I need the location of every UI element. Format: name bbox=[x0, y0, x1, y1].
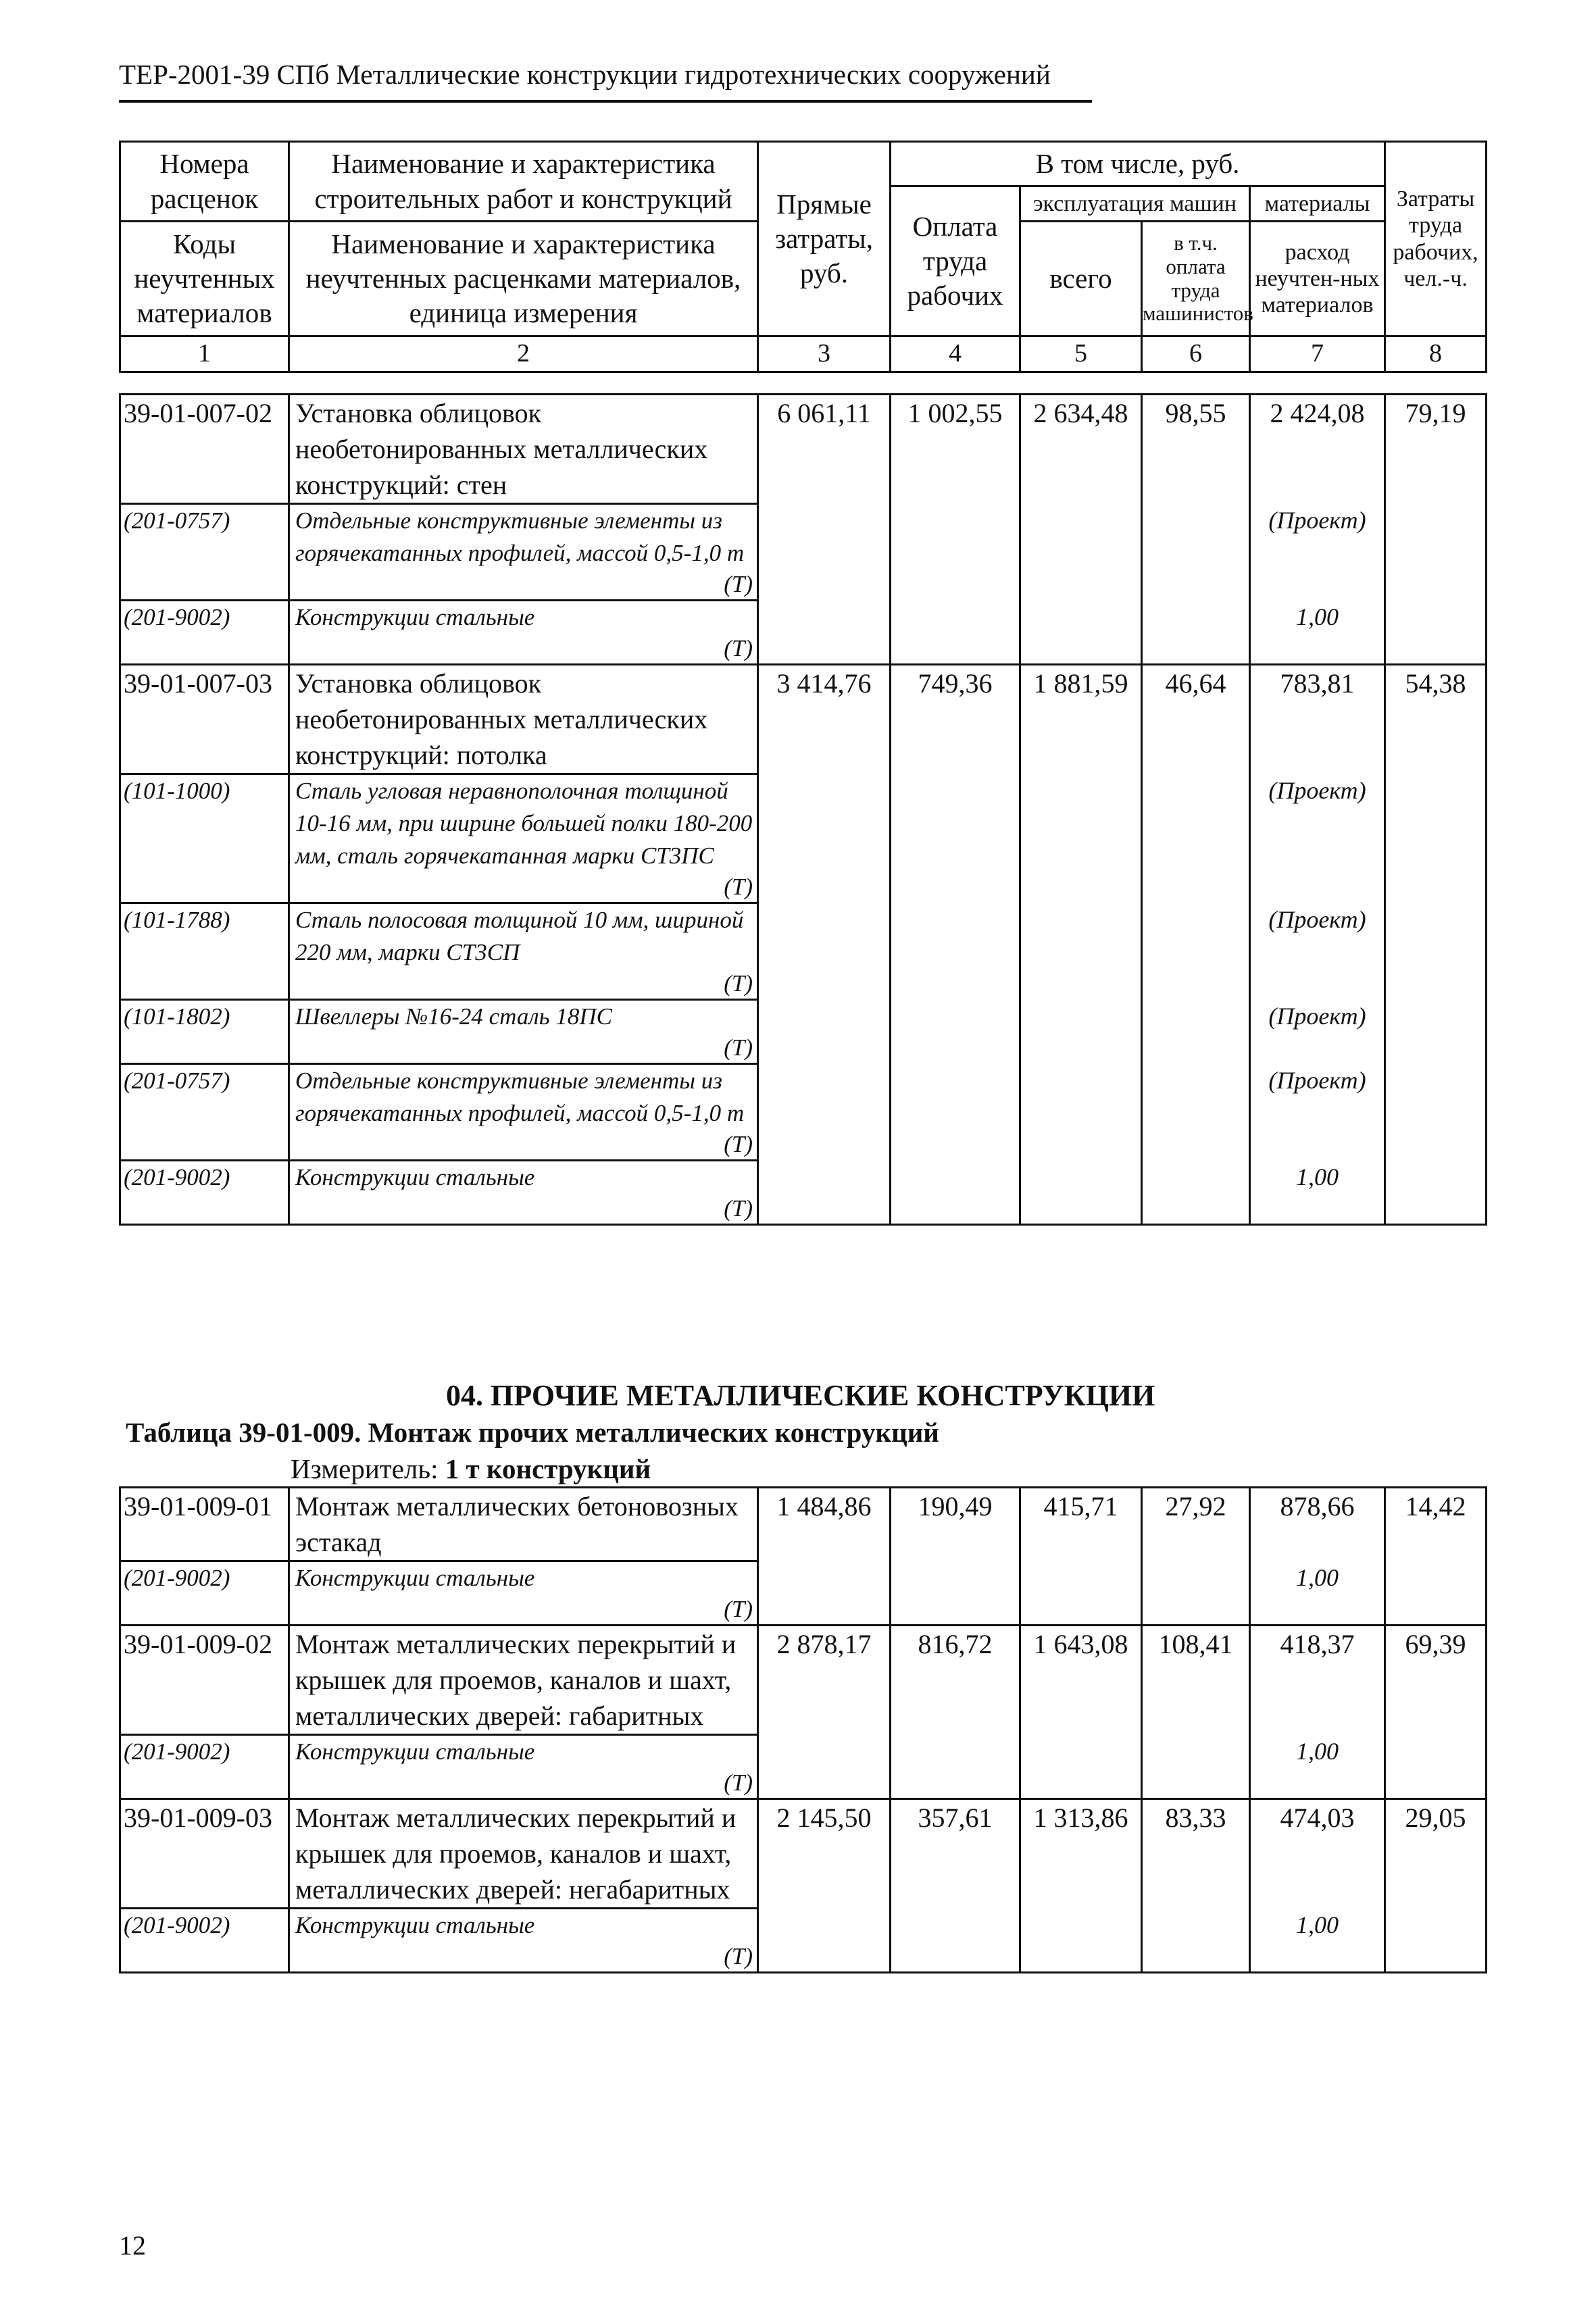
col-number: 3 bbox=[758, 336, 891, 372]
rate-name: Установка облицовок необетонированных металлических конструкций: потолка bbox=[289, 665, 758, 774]
material-quantity: (Проект) bbox=[1268, 506, 1366, 534]
material-code: (101-1000) bbox=[120, 774, 289, 903]
rate-code: 39-01-009-03 bbox=[120, 1799, 289, 1909]
rate-code: 39-01-007-03 bbox=[120, 665, 289, 774]
machine-cost: 415,71 bbox=[1020, 1488, 1142, 1626]
material-name: Сталь полосовая толщиной 10 мм, шириной 220 мм, марки СТ3СП bbox=[295, 907, 744, 965]
material-quantity: 1,00 bbox=[1296, 603, 1339, 630]
header-col1-top: Номера расценок bbox=[120, 142, 289, 222]
header-group: В том числе, руб. bbox=[891, 142, 1385, 186]
material-cell bbox=[289, 1064, 758, 1161]
header-materials: материалы bbox=[1250, 186, 1385, 222]
material-name: Конструкции стальные bbox=[295, 1738, 535, 1765]
unit-mark: (Т) bbox=[724, 970, 753, 997]
material-cell bbox=[289, 504, 758, 601]
header-col6: в т.ч. оплата труда машинистов bbox=[1142, 222, 1250, 336]
material-cost: 2 424,08 bbox=[1250, 395, 1385, 665]
material-code: (201-9002) bbox=[120, 1561, 289, 1626]
header-col2-bottom: Наименование и характеристика неучтенных расценками материалов, единица измерения bbox=[289, 222, 758, 336]
material-quantity: (Проект) bbox=[1268, 1002, 1366, 1030]
rate-code: 39-01-009-02 bbox=[120, 1626, 289, 1735]
col-number: 7 bbox=[1250, 336, 1385, 372]
material-cost: 474,03 bbox=[1250, 1799, 1385, 1973]
labor-cost: 357,61 bbox=[891, 1799, 1020, 1973]
material-cell bbox=[289, 1000, 758, 1064]
machinist-labor-cost: 83,33 bbox=[1142, 1799, 1250, 1973]
section-title: 04. ПРОЧИЕ МЕТАЛЛИЧЕСКИЕ КОНСТРУКЦИИ bbox=[446, 1379, 1155, 1412]
header-col5: всего bbox=[1020, 222, 1142, 336]
header-col2-top: Наименование и характеристика строительных работ и конструкций bbox=[289, 142, 758, 222]
rate-name: Установка облицовок необетонированных металлических конструкций: стен bbox=[289, 395, 758, 504]
col-number: 8 bbox=[1385, 336, 1487, 372]
labor-cost: 749,36 bbox=[891, 665, 1020, 1225]
machinist-labor-cost: 98,55 bbox=[1142, 395, 1250, 665]
unit-mark: (Т) bbox=[724, 874, 753, 900]
unit-mark: (Т) bbox=[724, 1943, 753, 1969]
rate-code: 39-01-009-01 bbox=[120, 1488, 289, 1561]
direct-cost: 2 145,50 bbox=[758, 1799, 891, 1973]
material-cell bbox=[289, 601, 758, 665]
meter-label: Измеритель: bbox=[291, 1453, 439, 1484]
material-quantity: (Проект) bbox=[1268, 905, 1366, 933]
header-table bbox=[119, 141, 1487, 373]
material-cell bbox=[289, 1735, 758, 1799]
unit-mark: (Т) bbox=[724, 635, 753, 661]
table-title: Таблица 39-01-009. Монтаж прочих металлических конструкций bbox=[126, 1417, 939, 1448]
labor-cost: 1 002,55 bbox=[891, 395, 1020, 665]
material-code: (201-0757) bbox=[120, 504, 289, 601]
unit-mark: (Т) bbox=[724, 1195, 753, 1222]
material-quantity: (Проект) bbox=[1268, 1066, 1366, 1094]
rate-name: Монтаж металлических перекрытий и крышек для проемов, каналов и шахт, металлических дверей: негабаритных bbox=[289, 1799, 758, 1909]
direct-cost: 2 878,17 bbox=[758, 1626, 891, 1799]
material-name: Конструкции стальные bbox=[295, 1912, 535, 1938]
material-name: Отдельные конструктивные элементы из горячекатанных профилей, массой 0,5-1,0 т bbox=[295, 507, 745, 566]
rate-row bbox=[120, 1488, 1487, 1561]
material-quantity: (Проект) bbox=[1268, 776, 1366, 804]
material-name: Сталь угловая неравнополочная толщиной 10-16 мм, при ширине большей полки 180-200 мм, сталь горячекатанная марки СТ3ПС bbox=[295, 778, 753, 869]
unit-mark: (Т) bbox=[724, 1596, 753, 1622]
material-cell bbox=[289, 1909, 758, 1973]
material-cell bbox=[289, 1161, 758, 1225]
labor-hours: 54,38 bbox=[1385, 665, 1487, 1225]
rate-row bbox=[120, 1626, 1487, 1735]
col-number: 1 bbox=[120, 336, 289, 372]
labor-hours: 69,39 bbox=[1385, 1626, 1487, 1799]
header-col1-bottom: Коды неучтенных материалов bbox=[120, 222, 289, 336]
header-col4: Оплата труда рабочих bbox=[891, 186, 1020, 336]
material-code: (201-9002) bbox=[120, 1909, 289, 1973]
material-name: Конструкции стальные bbox=[295, 1565, 535, 1591]
machine-cost: 2 634,48 bbox=[1020, 395, 1142, 665]
rate-row bbox=[120, 1799, 1487, 1909]
labor-hours: 79,19 bbox=[1385, 395, 1487, 665]
material-code: (201-9002) bbox=[120, 1161, 289, 1225]
material-cost: 418,37 bbox=[1250, 1626, 1385, 1799]
material-quantity: 1,00 bbox=[1296, 1911, 1339, 1938]
material-quantity: 1,00 bbox=[1296, 1737, 1339, 1765]
rate-row bbox=[120, 395, 1487, 504]
unit-mark: (Т) bbox=[724, 571, 753, 597]
material-code: (201-9002) bbox=[120, 1735, 289, 1799]
material-name: Отдельные конструктивные элементы из горячекатанных профилей, массой 0,5-1,0 т bbox=[295, 1067, 745, 1126]
material-quantity: 1,00 bbox=[1296, 1163, 1339, 1190]
header-col7: расход неучтен-ных материалов bbox=[1250, 222, 1385, 336]
material-code: (201-0757) bbox=[120, 1064, 289, 1161]
col-number: 2 bbox=[289, 336, 758, 372]
col-number: 5 bbox=[1020, 336, 1142, 372]
header-machines: эксплуатация машин bbox=[1020, 186, 1250, 222]
unit-mark: (Т) bbox=[724, 1769, 753, 1796]
machine-cost: 1 881,59 bbox=[1020, 665, 1142, 1225]
direct-cost: 1 484,86 bbox=[758, 1488, 891, 1626]
meter-value: 1 т конструкций bbox=[445, 1453, 651, 1484]
page-number: 12 bbox=[119, 2230, 146, 2261]
material-code: (101-1788) bbox=[120, 903, 289, 1000]
labor-cost: 190,49 bbox=[891, 1488, 1020, 1626]
material-cost: 783,81 bbox=[1250, 665, 1385, 1225]
page-title: ТЕР-2001-39 СПб Металлические конструкции гидротехнических сооружений bbox=[119, 59, 1051, 90]
header-col3: Прямые затраты, руб. bbox=[758, 142, 891, 336]
header-col8: Затраты труда рабочих, чел.-ч. bbox=[1385, 142, 1487, 336]
material-code: (201-9002) bbox=[120, 601, 289, 665]
material-cell bbox=[289, 1561, 758, 1626]
material-name: Швеллеры №16-24 сталь 18ПС bbox=[295, 1003, 612, 1030]
labor-hours: 29,05 bbox=[1385, 1799, 1487, 1973]
rate-code: 39-01-007-02 bbox=[120, 395, 289, 504]
machinist-labor-cost: 108,41 bbox=[1142, 1626, 1250, 1799]
title-rule bbox=[119, 100, 1092, 103]
meter-line bbox=[291, 1453, 651, 1485]
direct-cost: 6 061,11 bbox=[758, 395, 891, 665]
material-cost: 878,66 bbox=[1250, 1488, 1385, 1626]
labor-hours: 14,42 bbox=[1385, 1488, 1487, 1626]
col-number: 4 bbox=[891, 336, 1020, 372]
rate-row bbox=[120, 665, 1487, 774]
unit-mark: (Т) bbox=[724, 1131, 753, 1157]
machine-cost: 1 313,86 bbox=[1020, 1799, 1142, 1973]
direct-cost: 3 414,76 bbox=[758, 665, 891, 1225]
machinist-labor-cost: 46,64 bbox=[1142, 665, 1250, 1225]
rate-name: Монтаж металлических перекрытий и крышек для проемов, каналов и шахт, металлических дверей: габаритных bbox=[289, 1626, 758, 1735]
material-name: Конструкции стальные bbox=[295, 604, 535, 630]
material-cell bbox=[289, 903, 758, 1000]
rates-table-009 bbox=[119, 1486, 1487, 1973]
unit-mark: (Т) bbox=[724, 1034, 753, 1061]
rate-name: Монтаж металлических бетоновозных эстакад bbox=[289, 1488, 758, 1561]
labor-cost: 816,72 bbox=[891, 1626, 1020, 1799]
material-name: Конструкции стальные bbox=[295, 1164, 535, 1190]
machinist-labor-cost: 27,92 bbox=[1142, 1488, 1250, 1626]
material-quantity: 1,00 bbox=[1296, 1563, 1339, 1591]
col-number: 6 bbox=[1142, 336, 1250, 372]
material-cell bbox=[289, 774, 758, 903]
material-code: (101-1802) bbox=[120, 1000, 289, 1064]
machine-cost: 1 643,08 bbox=[1020, 1626, 1142, 1799]
